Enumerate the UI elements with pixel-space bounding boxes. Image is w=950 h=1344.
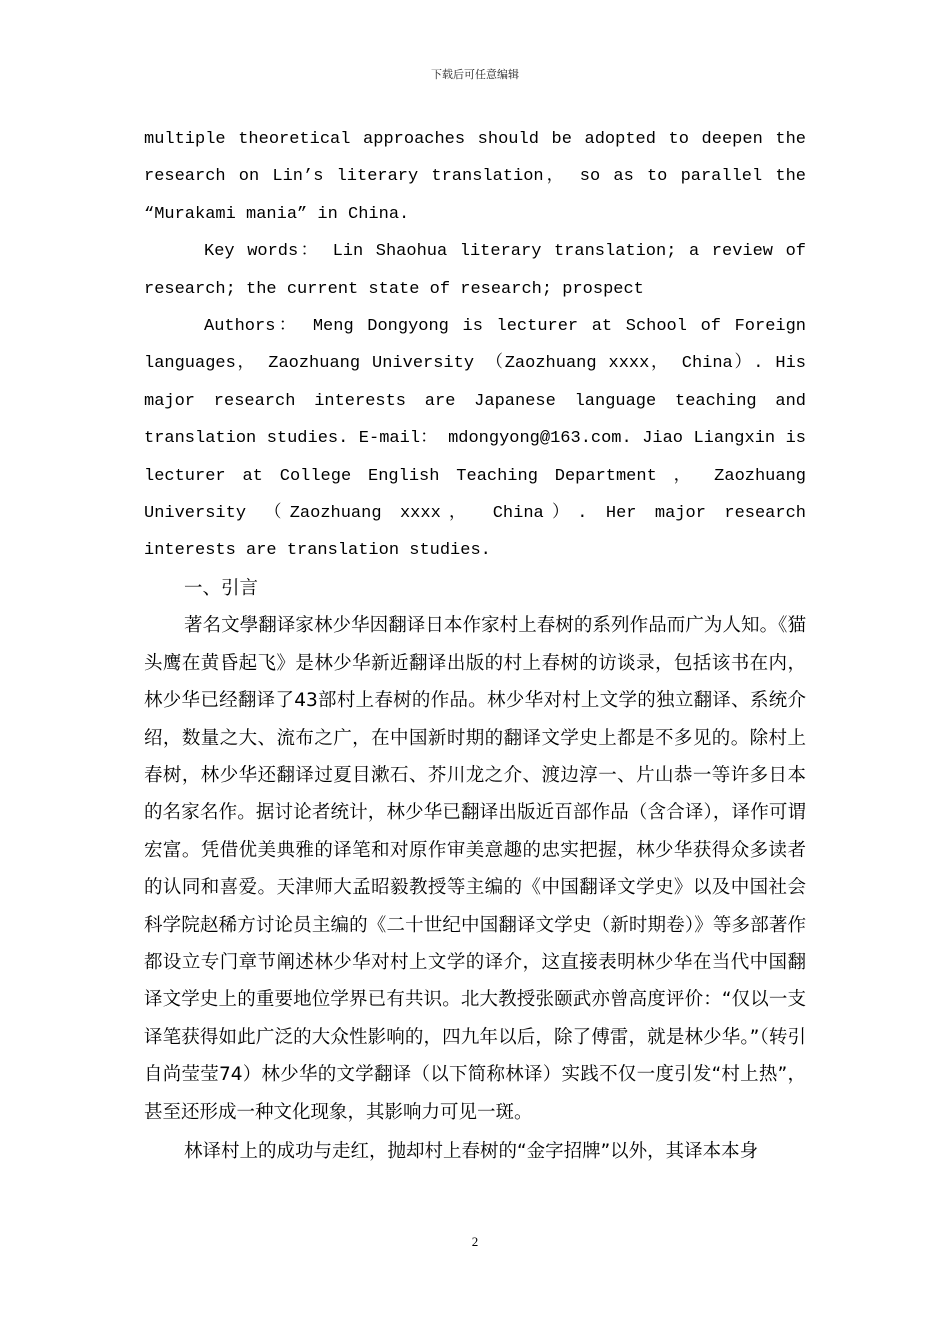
abstract-continuation: multiple theoretical approaches should be adopted to deepen the research on Lin’s literary translation， so as to parallel the “Murakami mania” in China. — [144, 130, 806, 224]
authors-paragraph: Authors： Meng Dongyong is lecturer at School of Foreign languages， Zaozhuang University （Zaozhuang xxxx， China）. His major research interests are Japanese language teaching and translation studies. E-mail： mdongyong@163.com. Jiao Liangxin is lecturer at College English Teaching Department ， Zaozhuang University （Zaozhuang xxxx， China）. Her major research interests are translation studies. — [144, 317, 806, 561]
section-heading: 一、引言 — [184, 577, 259, 599]
introduction-paragraph-1: 著名文學翻译家林少华因翻译日本作家村上春树的系列作品而广为人知。《猫头鹰在黄昏起飞》是林少华新近翻译出版的村上春树的访谈录，包括该书在内，林少华已经翻译了43部村上春树的作品。林少华对村上文学的独立翻译、系统介绍，数量之大、流布之广，在中国新时期的翻译文学史上都是不多见的。除村上春树，林少华还翻译过夏目漱石、芥川龙之介、渡边淳一、片山恭一等许多日本的名家名作。据讨论者统计，林少华已翻译出版近百部作品（含合译），译作可谓宏富。凭借优美典雅的译笔和对原作审美意趣的忠实把握，林少华获得众多读者的认同和喜爱。天津师大孟昭毅教授等主编的《中国翻译文学史》以及中国社会科学院赵稀方讨论员主编的《二十世纪中国翻译文学史（新时期卷）》等多部著作都设立专门章节阐述林少华对村上文学的译介，这直接表明林少华在当代中国翻译文学史上的重要地位学界已有共识。北大教授张颐武亦曾高度评价：“仅以一支译笔获得如此广泛的大众性影响的，四九年以后，除了傅雷，就是林少华。”（转引自尚莹莹74）林少华的文学翻译（以下简称林译）实践不仅一度引发“村上热”，甚至还形成一种文化现象，其影响力可见一斑。 — [144, 615, 806, 1123]
keywords-paragraph: Key words： Lin Shaohua literary translation; a review of research; the current state of research; prospect — [144, 242, 806, 299]
introduction-paragraph-2: 林译村上的成功与走红，抛却村上春树的“金字招牌”以外，其译本本身 — [184, 1140, 759, 1162]
page-header: 下载后可任意编辑 — [431, 68, 519, 81]
page-body — [144, 121, 806, 1170]
page-number: 2 — [471, 1234, 479, 1249]
